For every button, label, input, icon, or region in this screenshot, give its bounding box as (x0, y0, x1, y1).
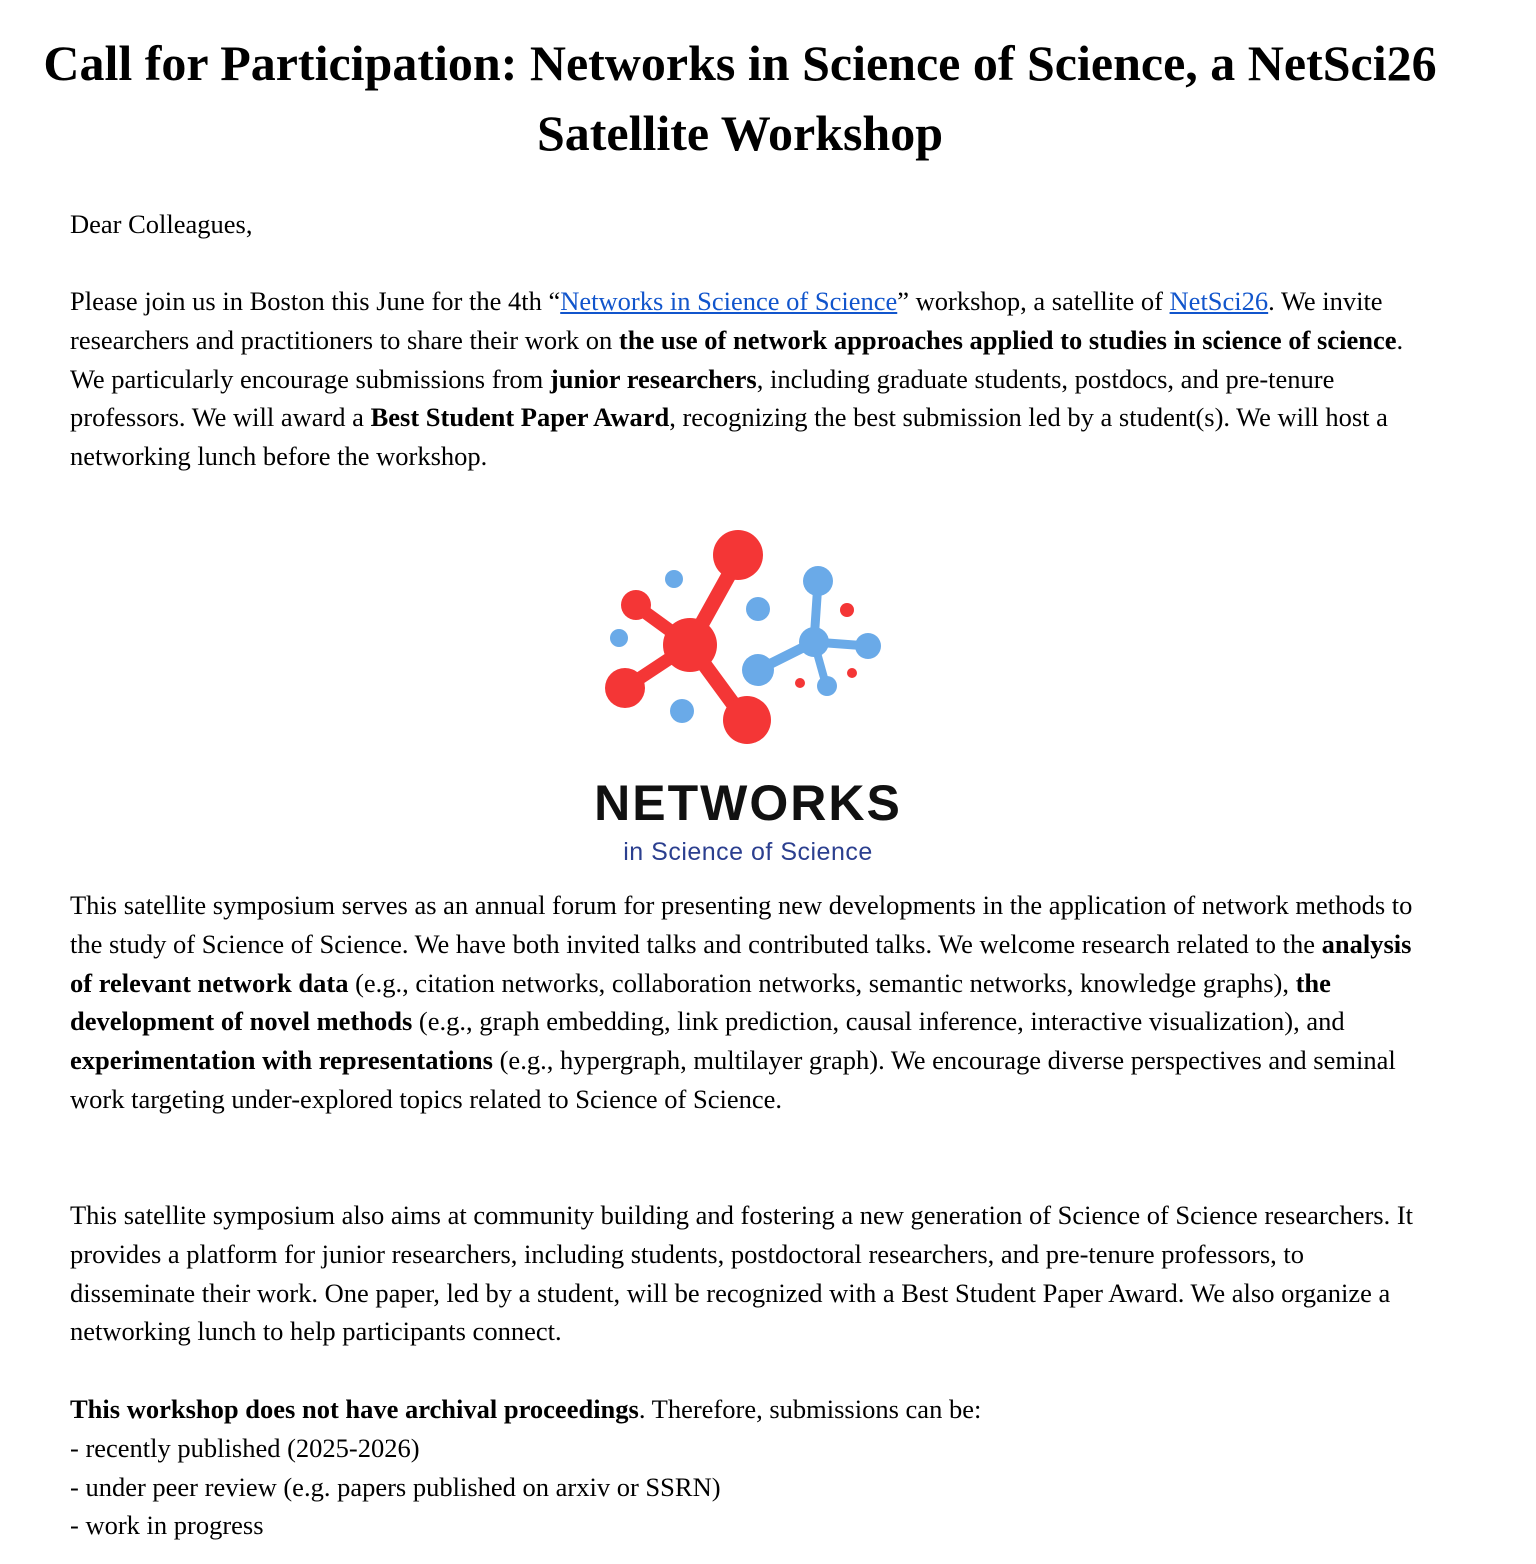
intro-text-5: , including graduate students, postdocs, and pre-tenure professors. We will award a (70, 363, 1335, 433)
scope-bold-methods: the development of novel methods (70, 967, 1331, 1037)
list-item: - recently published (2025-2026) (70, 1432, 420, 1463)
scope-paragraph (70, 886, 1430, 1119)
intro-text-2: ” workshop, a satellite of (897, 286, 1170, 316)
workshop-logo (560, 520, 930, 880)
intro-text-1: Please join us in Boston this June for the 4th “ (70, 286, 561, 316)
scope-text-2: (e.g., citation networks, collaboration networks, semantic networks, knowledge graphs), (348, 967, 1296, 998)
archival-notice: This workshop does not have archival proceedings (70, 1394, 639, 1424)
netsci26-link[interactable]: NetSci26 (1169, 286, 1269, 316)
scope-bold-representations: experimentation with representations (70, 1045, 493, 1076)
workshop-link[interactable]: Networks in Science of Science (560, 286, 898, 316)
scope-text-3: (e.g., graph embedding, link prediction, causal inference, interactive visualization), and (412, 1006, 1345, 1037)
scope-bold-data: analysis of relevant network data (70, 928, 1412, 998)
scope-text-1: This satellite symposium serves as an annual forum for presenting new developments in the application of network methods to the study of Science of Science. We have both invited talks and contributed talks. We welcome research related to the (70, 890, 1413, 959)
intro-text-4: . We particularly encourage submissions from (70, 324, 1404, 394)
logo-wordmark: NETWORKS (594, 775, 902, 831)
intro-bold-topic: the use of network approaches applied to studies in science of science (618, 324, 1397, 355)
intro-bold-award: Best Student Paper Award (370, 402, 670, 433)
intro-paragraph (70, 282, 1430, 476)
page-title: Call for Participation: Networks in Science of Science, a NetSci26 Satellite Workshop (43, 35, 1437, 161)
network-graph-icon (560, 520, 930, 880)
list-item: - under peer review (e.g. papers published on arxiv or SSRN) (70, 1471, 721, 1502)
submission-intro-text: . Therefore, submissions can be: (638, 1394, 982, 1424)
intro-text-6: , recognizing the best submission led by a student(s). We will host a networking lunch before the workshop. (70, 402, 1388, 472)
list-item: - work in progress (70, 1510, 264, 1541)
intro-text-3: . We invite researchers and practitioners to share their work on (70, 286, 1383, 355)
greeting: Dear Colleagues, (70, 209, 253, 239)
community-paragraph: This satellite symposium also aims at community building and fostering a new generation of Science of Science researchers. It provides a platform for junior researchers, including students, postdoctoral researchers, and pre-tenure professors, to disseminate their work. One paper, led by a student, will be recognized with a Best Student Paper Award. We also organize a networking lunch to help participants connect. (70, 1200, 1414, 1347)
submission-types-paragraph (70, 1390, 1430, 1545)
scope-text-4: (e.g., hypergraph, multilayer graph). We encourage diverse perspectives and seminal work targeting under-explored topics related to Science of Science. (70, 1045, 1396, 1114)
logo-tagline: in Science of Science (623, 838, 873, 866)
intro-bold-junior: junior researchers (549, 363, 757, 394)
